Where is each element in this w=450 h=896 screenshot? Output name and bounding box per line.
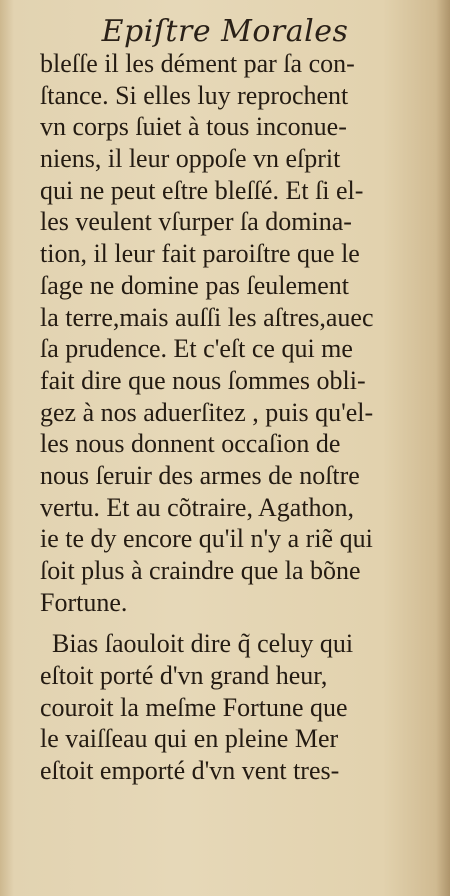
text-line: ie te dy encore qu'il n'y a riẽ qui bbox=[40, 524, 373, 554]
text-line: gez à nos aduerſitez , puis qu'el- bbox=[40, 397, 374, 427]
text-line: les nous donnent occaſion de bbox=[40, 429, 341, 459]
text-line: le vaiſſeau qui en pleine Mer bbox=[40, 724, 339, 754]
text-line: ſa prudence. Et c'eſt ce qui me bbox=[40, 334, 353, 364]
text-line: vertu. Et au cõtraire, Agathon, bbox=[40, 492, 355, 522]
text-line: Bias ſaouloit dire q̃ celuy qui bbox=[52, 629, 354, 659]
text-line: vn corps ſuiet à tous inconue- bbox=[40, 112, 347, 142]
text-line: Fortune. bbox=[40, 587, 128, 617]
text-line: tion, il leur fait paroiſtre que le bbox=[40, 239, 360, 269]
text-line: ſtance. Si elles luy reprochent bbox=[40, 80, 349, 110]
text-line: eſtoit emporté d'vn vent tres- bbox=[40, 756, 340, 786]
text-line: qui ne peut eſtre bleſſé. Et ſi el- bbox=[40, 175, 364, 205]
paragraph-gap bbox=[40, 618, 420, 628]
text-line: les veulent vſurper ſa domina- bbox=[40, 207, 352, 237]
text-line: niens, il leur oppoſe vn eſprit bbox=[40, 144, 341, 174]
text-line: bleſſe il les dément par ſa con- bbox=[40, 49, 355, 78]
text-line: la terre,mais auſſi les aſtres,auec bbox=[40, 302, 374, 332]
text-line: ſoit plus à craindre que la bõne bbox=[40, 556, 361, 585]
body-text bbox=[40, 48, 420, 787]
text-line: ſage ne domine pas ſeulement bbox=[40, 270, 350, 300]
text-line: couroit la meſme Fortune que bbox=[40, 692, 348, 722]
text-line: nous ſeruir des armes de noſtre bbox=[40, 460, 360, 490]
text-line: eſtoit porté d'vn grand heur, bbox=[40, 661, 328, 691]
text-line: fait dire que nous ſommes obli- bbox=[40, 365, 366, 395]
running-head: Epiſtre Morales bbox=[101, 14, 349, 49]
